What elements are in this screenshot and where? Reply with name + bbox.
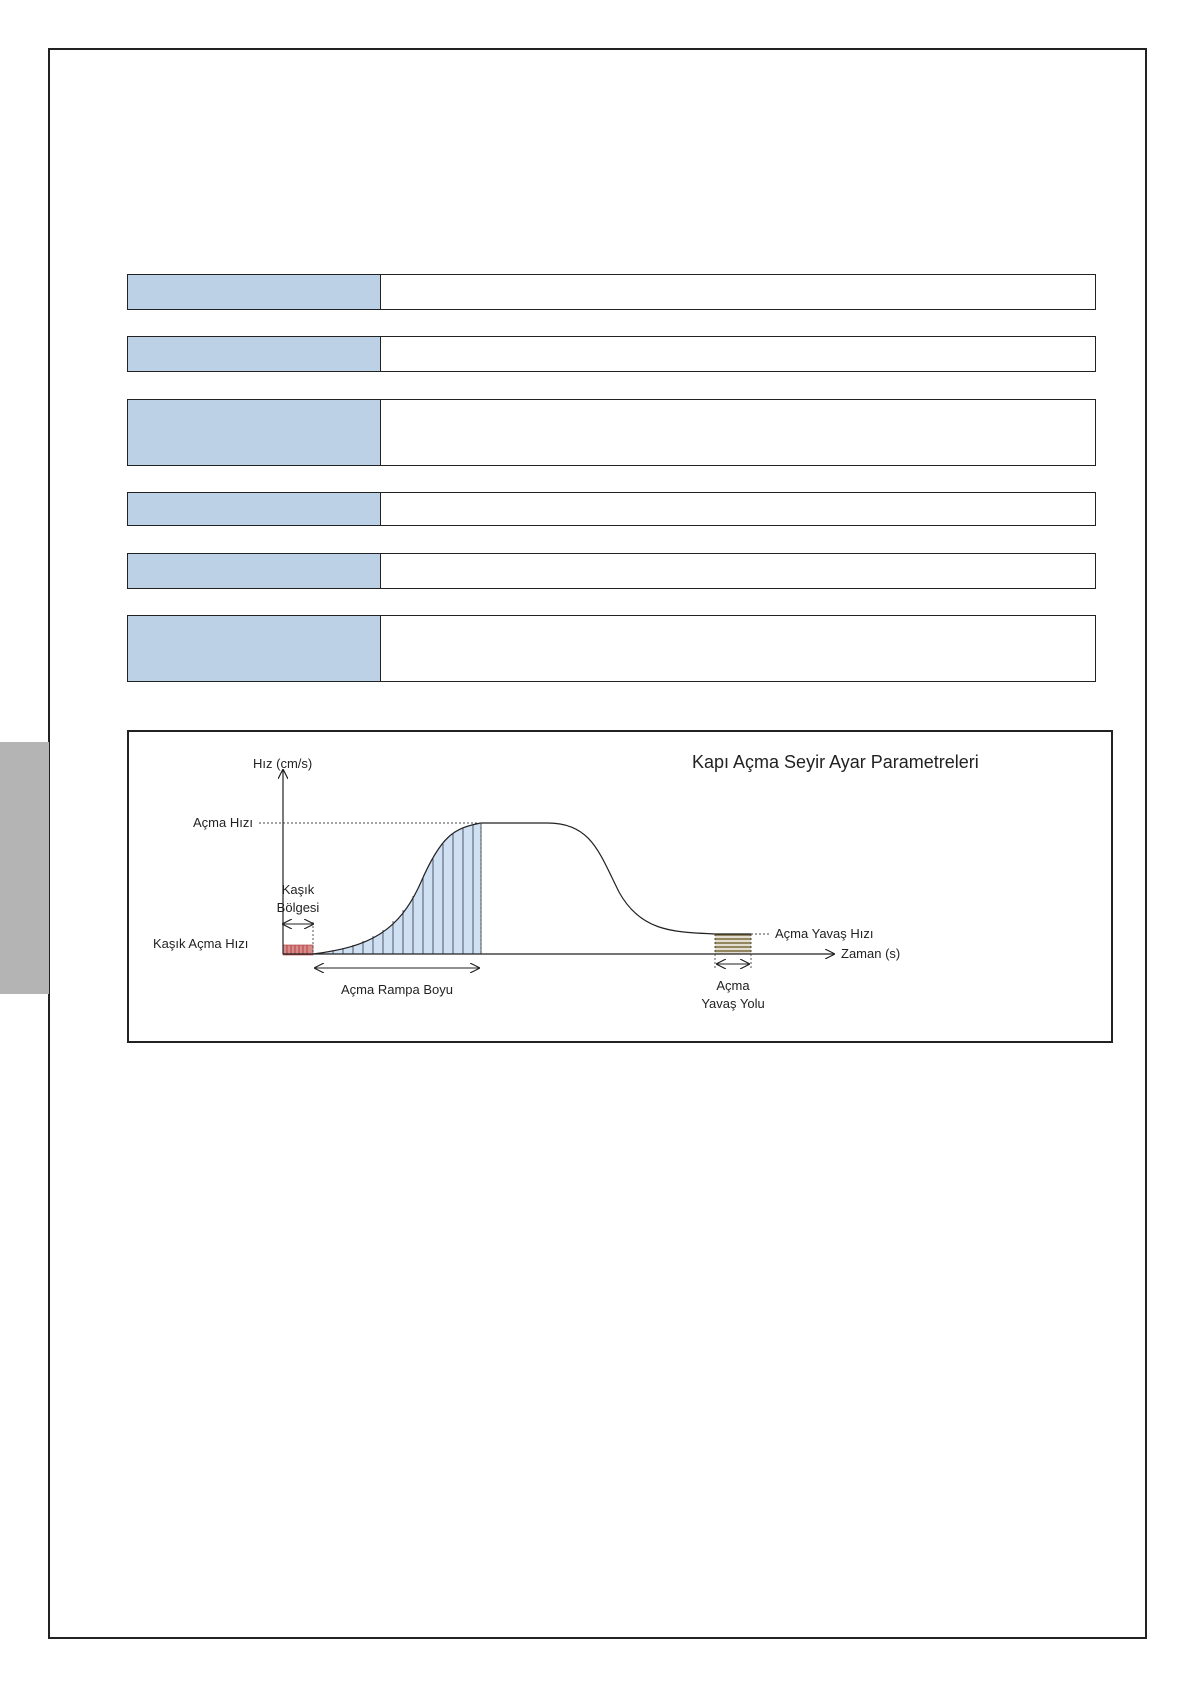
- param-value: [381, 616, 1095, 681]
- ramp-area: [313, 823, 481, 954]
- guide-lines: [259, 823, 769, 970]
- side-tab: [0, 742, 49, 994]
- param-label: [128, 337, 381, 371]
- x-axis-label: Zaman (s): [841, 946, 901, 961]
- param-value: [381, 554, 1095, 588]
- param-label: [128, 554, 381, 588]
- param-row-2: [127, 336, 1096, 372]
- param-value: [381, 337, 1095, 371]
- param-value: [381, 493, 1095, 525]
- y-axis-label: Hız (cm/s): [253, 756, 313, 771]
- slow-path-label: Yavaş Yolu: [701, 996, 765, 1011]
- param-row-1: [127, 274, 1096, 310]
- param-label: [128, 616, 381, 681]
- slow-speed-label: Açma Yavaş Hızı: [775, 926, 874, 941]
- param-label: [128, 493, 381, 525]
- param-value: [381, 275, 1095, 309]
- param-row-4: [127, 492, 1096, 526]
- param-label: [128, 400, 381, 465]
- cam-opening-speed-label: Kaşık Açma Hızı: [153, 936, 249, 951]
- speed-curve: [313, 823, 751, 954]
- diagram-title: Kapı Açma Seyir Ayar Parametreleri: [692, 752, 979, 772]
- param-label: [128, 275, 381, 309]
- ramp-length-label: Açma Rampa Boyu: [341, 982, 453, 997]
- param-row-5: [127, 553, 1096, 589]
- cam-zone-label: Kaşık: [281, 882, 315, 897]
- speed-profile-diagram: [127, 730, 1113, 1043]
- slow-path-label: Açma: [716, 978, 750, 993]
- param-row-3: [127, 399, 1096, 466]
- param-value: [381, 400, 1095, 465]
- param-row-6: [127, 615, 1096, 682]
- opening-speed-label: Açma Hızı: [193, 815, 253, 830]
- cam-zone-label: Bölgesi: [276, 900, 320, 915]
